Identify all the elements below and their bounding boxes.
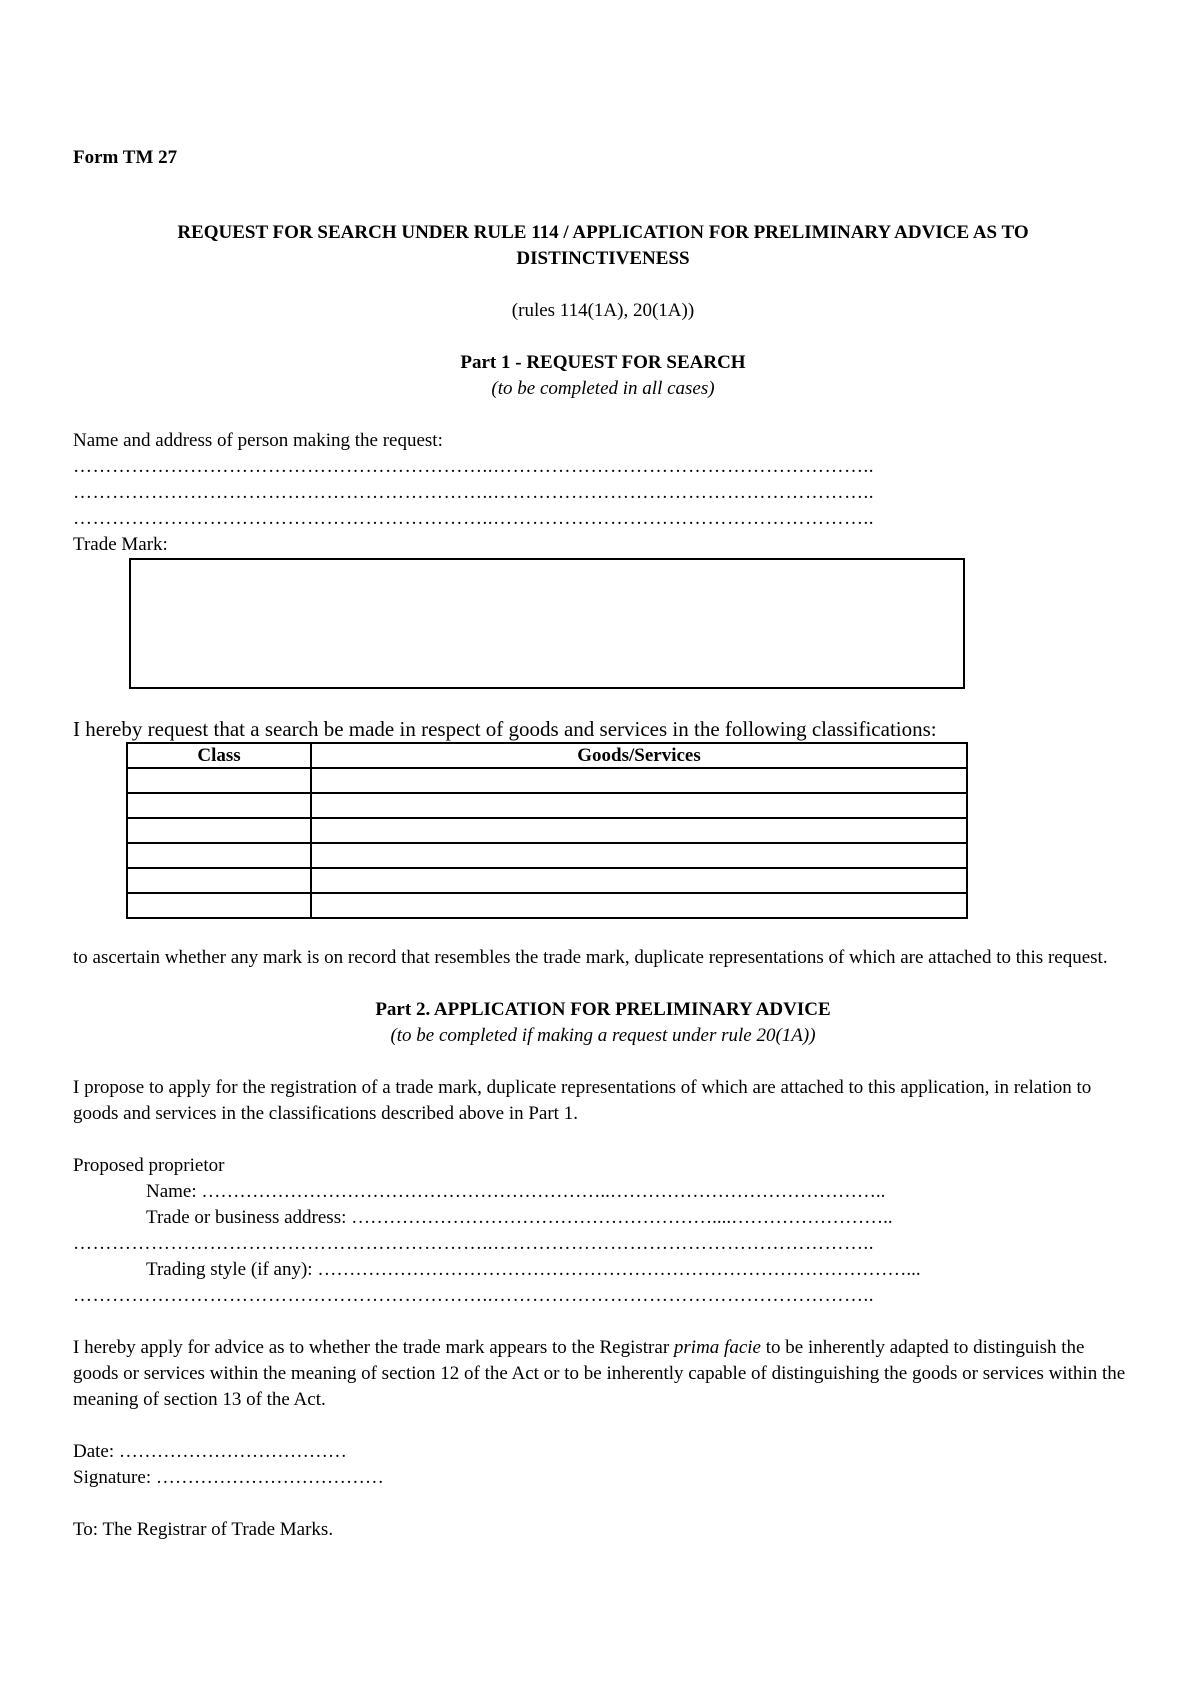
trade-mark-box[interactable] (129, 558, 965, 689)
trading-style-row (73, 1257, 1133, 1283)
class-cell[interactable] (127, 893, 311, 918)
advice-text (73, 1335, 1133, 1413)
proprietor-name-row (73, 1179, 1133, 1205)
table-row (127, 843, 967, 868)
advice-text-italic: prima facie (673, 1337, 761, 1358)
signature-row (73, 1465, 1133, 1491)
proprietor-name-label: Name: (146, 1181, 197, 1202)
date-label: Date: (73, 1441, 115, 1462)
ascertain-text: to ascertain whether any mark is on record that resembles the trade mark, duplicate representations of which are attached to this request. (73, 947, 1108, 968)
part1-note: (to be completed in all cases) (491, 378, 715, 399)
goods-services-cell[interactable] (311, 768, 967, 793)
part2-note: (to be completed if making a request under rule 20(1A)) (390, 1025, 816, 1046)
goods-services-cell[interactable] (311, 843, 967, 868)
trading-style-line-2[interactable]: ………………………………………………………..………………………………………………….. (73, 1285, 874, 1306)
business-address-line-2[interactable]: ………………………………………………………..………………………………………………….. (73, 1233, 874, 1254)
rules-reference: (rules 114(1A), 20(1A)) (511, 300, 695, 321)
date-row (73, 1439, 1133, 1465)
signature-field[interactable]: ……………………………… (155, 1467, 384, 1488)
date-field[interactable]: ……………………………… (118, 1441, 347, 1462)
advice-text-start: I hereby apply for advice as to whether the trade mark appears to the Registrar (73, 1337, 674, 1358)
form-number: Form TM 27 (73, 147, 178, 168)
business-address-field[interactable]: …………………………………………………....…………………….. (351, 1207, 893, 1228)
trading-style-field[interactable]: …………………………………………………………………………………... (317, 1259, 921, 1280)
table-row (127, 818, 967, 843)
propose-text: I propose to apply for the registration of a trade mark, duplicate representations of which are attached to this application, in relation to goods and services in the classifications described above in Part 1. (73, 1077, 1092, 1124)
part2-heading: Part 2. APPLICATION FOR PRELIMINARY ADVICE (375, 999, 831, 1020)
class-cell[interactable] (127, 793, 311, 818)
class-header: Class (127, 743, 311, 768)
table-row (127, 768, 967, 793)
business-address-label: Trade or business address: (146, 1207, 347, 1228)
classification-table (126, 742, 968, 919)
table-row (127, 893, 967, 918)
goods-services-header: Goods/Services (311, 743, 967, 768)
class-cell[interactable] (127, 868, 311, 893)
name-address-line-3[interactable]: ………………………………………………………..………………………………………………….. (73, 508, 874, 529)
signature-label: Signature: (73, 1467, 152, 1488)
goods-services-cell[interactable] (311, 793, 967, 818)
name-address-line-1[interactable]: ………………………………………………………..………………………………………………….. (73, 456, 874, 477)
advice-text-end: to be inherently adapted to distinguish the goods or services within the meaning of section 12 of the Act or to be inherently capable of distinguishing the goods or services within the meaning of section 13 of the Act. (73, 1337, 1126, 1410)
business-address-row (73, 1205, 1133, 1231)
proprietor-label: Proposed proprietor (73, 1155, 225, 1176)
addressee-text: To: The Registrar of Trade Marks. (73, 1519, 334, 1540)
goods-services-cell[interactable] (311, 818, 967, 843)
table-row (127, 868, 967, 893)
class-cell[interactable] (127, 843, 311, 868)
goods-services-cell[interactable] (311, 868, 967, 893)
form-title: REQUEST FOR SEARCH UNDER RULE 114 / APPLICATION FOR PRELIMINARY ADVICE AS TO DISTINCTIVENESS (177, 222, 1029, 269)
trade-mark-label: Trade Mark: (73, 534, 168, 555)
trading-style-label: Trading style (if any): (146, 1259, 313, 1280)
proprietor-name-field[interactable]: ………………………………………………………..…………………………………….. (201, 1181, 886, 1202)
name-address-label: Name and address of person making the request: (73, 430, 443, 451)
class-cell[interactable] (127, 818, 311, 843)
name-address-line-2[interactable]: ………………………………………………………..………………………………………………….. (73, 482, 874, 503)
form-page (73, 145, 1133, 1543)
table-row (127, 793, 967, 818)
class-cell[interactable] (127, 768, 311, 793)
search-request-text: I hereby request that a search be made in respect of goods and services in the following classifications: (73, 717, 937, 741)
part1-heading: Part 1 - REQUEST FOR SEARCH (460, 352, 746, 373)
goods-services-cell[interactable] (311, 893, 967, 918)
table-header-row (127, 743, 967, 768)
